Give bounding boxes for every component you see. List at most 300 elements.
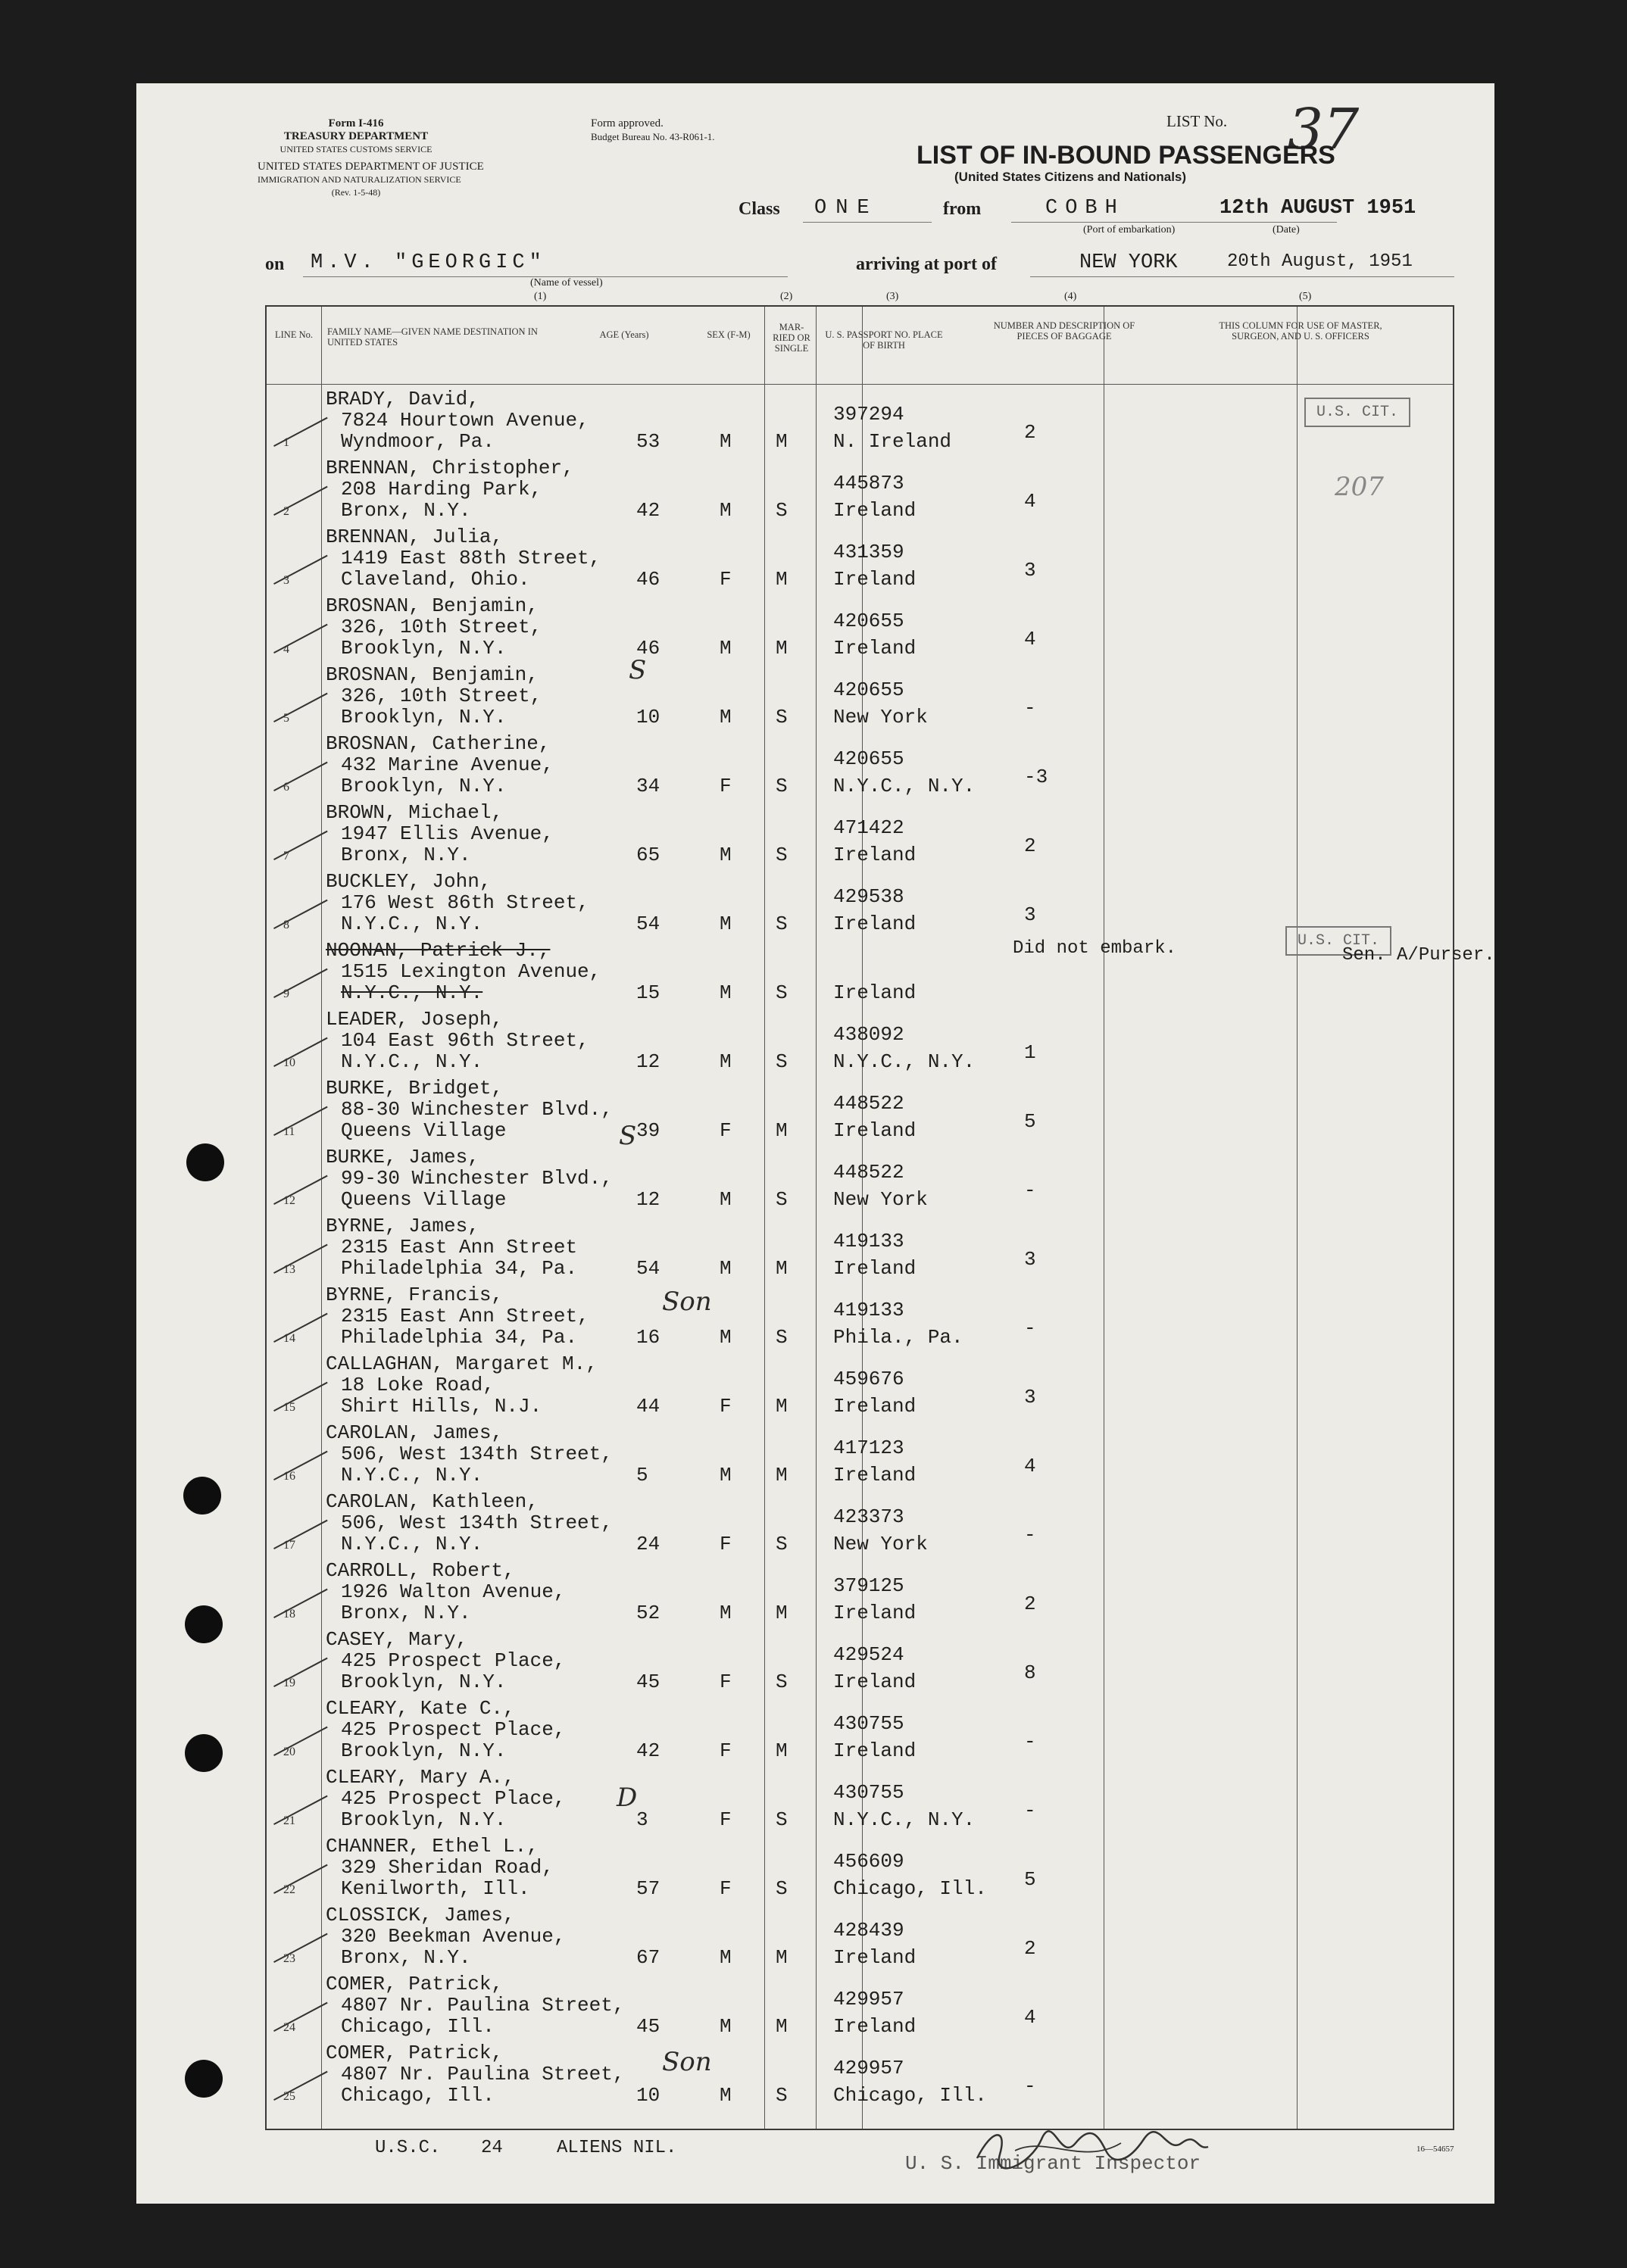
table-row [267,731,1456,799]
table-row [267,1213,1456,1281]
place-of-birth: Ireland [833,499,917,522]
passenger-age: 54 [636,913,660,935]
address-city: Bronx, N.Y. [341,1602,471,1624]
address-street: 18 Loke Road, [341,1374,495,1396]
place-of-birth: N.Y.C., N.Y. [833,1808,976,1831]
place-of-birth: Ireland [833,1946,917,1969]
passenger-age: 44 [636,1395,660,1418]
passport-number: 429538 [833,885,904,908]
passport-number: 419133 [833,1299,904,1321]
hand-note-s: S [629,655,647,685]
line-number: 18 [283,1608,295,1621]
table-row [267,1351,1456,1419]
check-mark [273,555,328,585]
check-mark [273,417,328,447]
table-row [267,1420,1456,1488]
passenger-name: CLEARY, Mary A., [326,1766,515,1789]
passenger-sex: M [720,499,732,522]
marital-status: S [776,706,788,728]
marital-status: S [776,1188,788,1211]
passenger-age: 52 [636,1602,660,1624]
marital-status: S [776,2084,788,2107]
form-approved: Form approved. [591,117,664,129]
passport-number: 420655 [833,679,904,701]
address-city: Kenilworth, Ill. [341,1877,530,1900]
passenger-age: 34 [636,775,660,797]
check-mark [273,1106,328,1136]
line-number: 14 [283,1332,295,1345]
line-number: 22 [283,1883,295,1896]
baggage-count: 5 [1024,1110,1036,1133]
baggage-count: - [1024,1179,1036,1202]
line-number: 25 [283,2090,295,2103]
place-of-birth: Ireland [833,1739,917,1762]
footer-form-code: 16—54657 [1416,2145,1454,2154]
address-street: 4807 Nr. Paulina Street, [341,2063,625,2085]
baggage-count: 2 [1024,1593,1036,1615]
passenger-age: 5 [636,1464,648,1487]
table-row [267,1902,1456,1970]
place-of-birth: Ireland [833,1671,917,1693]
place-of-birth: Chicago, Ill. [833,2084,987,2107]
check-mark [273,624,328,654]
marital-status: M [776,1946,788,1969]
table-row [267,2040,1456,2108]
passenger-sex: F [720,775,732,797]
baggage-count: 2 [1024,421,1036,444]
class-value: ONE [814,197,879,220]
marital-status: M [776,1395,788,1418]
line-number: 13 [283,1263,295,1276]
passport-number: 379125 [833,1574,904,1597]
address-street: 425 Prospect Place, [341,1649,566,1672]
from-underline [1011,222,1337,223]
baggage-count: 3 [1024,903,1036,926]
baggage-count: - [1024,1524,1036,1546]
passenger-sex: F [720,568,732,591]
line-number: 16 [283,1470,295,1483]
manifest-subtitle: (United States Citizens and Nationals) [954,170,1187,184]
table-row [267,1558,1456,1626]
footer-usc: U.S.C. [375,2138,441,2158]
passenger-age: 42 [636,1739,660,1762]
passenger-age: 42 [636,499,660,522]
check-mark [273,1933,328,1963]
passenger-sex: M [720,637,732,660]
passenger-sex: M [720,913,732,935]
address-street: 1947 Ellis Avenue, [341,822,554,845]
marital-status: S [776,844,788,866]
line-number: 7 [283,850,289,863]
table-row [267,386,1456,454]
check-mark [273,1244,328,1274]
passenger-name: CAROLAN, James, [326,1421,504,1444]
address-city: Brooklyn, N.Y. [341,1808,507,1831]
address-street: 1419 East 88th Street, [341,547,601,569]
passenger-age: 10 [636,2084,660,2107]
place-of-birth: New York [833,706,928,728]
passport-number: 423373 [833,1505,904,1528]
baggage-count: 1 [1024,1041,1036,1064]
colnum-2: (2) [780,291,793,302]
col-baggage: NUMBER AND DESCRIPTION OF PIECES OF BAGGAGE [993,320,1135,342]
marital-status: S [776,1533,788,1555]
marital-status: M [776,1257,788,1280]
place-of-birth: Chicago, Ill. [833,1877,987,1900]
marital-status: S [776,1808,788,1831]
passenger-sex: M [720,1326,732,1349]
passenger-sex: F [720,1395,732,1418]
hand-note-son: Son [662,2047,712,2077]
address-city: Chicago, Ill. [341,2015,495,2038]
passenger-sex: M [720,1188,732,1211]
passport-number: 429957 [833,2057,904,2079]
budget-bureau: Budget Bureau No. 43-R061-1. [591,131,715,142]
address-street: 506, West 134th Street, [341,1443,613,1465]
colnum-5: (5) [1299,291,1312,302]
address-street: 2315 East Ann Street, [341,1305,589,1327]
passport-number: 429524 [833,1643,904,1666]
row9-purser-note: Sen. A/Purser. [1342,945,1495,966]
address-street: 506, West 134th Street, [341,1511,613,1534]
marital-status: M [776,568,788,591]
passport-number: 438092 [833,1023,904,1046]
col-line-no: LINE No. [275,329,313,340]
passenger-name: BRENNAN, Julia, [326,526,504,548]
form-header-justice [258,161,484,199]
baggage-count: 4 [1024,1455,1036,1477]
passenger-sex: M [720,1946,732,1969]
baggage-count: - [1024,1799,1036,1822]
col-name: FAMILY NAME—GIVEN NAME DESTINATION IN UNITED STATES [327,326,538,348]
address-street: 425 Prospect Place, [341,1787,566,1810]
place-of-birth: Ireland [833,1602,917,1624]
passport-number: 471422 [833,816,904,839]
address-city: Philadelphia 34, Pa. [341,1326,578,1349]
address-city: N.Y.C., N.Y. [341,981,483,1004]
us-citizen-stamp: U.S. CIT. [1285,926,1391,956]
table-row [267,800,1456,868]
passport-number: 430755 [833,1712,904,1735]
baggage-count: - [1024,1730,1036,1753]
passenger-sex: M [720,2084,732,2107]
passenger-sex: M [720,844,732,866]
line-number: 10 [283,1056,295,1069]
place-of-birth: N.Y.C., N.Y. [833,1050,976,1073]
vessel-caption: (Name of vessel) [530,277,603,289]
passenger-name: BUCKLEY, John, [326,870,492,893]
passport-number: 430755 [833,1781,904,1804]
marital-status: M [776,1464,788,1487]
passenger-sex: M [720,1464,732,1487]
line-number: 12 [283,1194,295,1207]
customs-service: UNITED STATES CUSTOMS SERVICE [279,144,433,154]
port-embarkation: COBH [1045,197,1125,220]
address-street: 1926 Walton Avenue, [341,1580,566,1603]
passenger-name: CLOSSICK, James, [326,1904,515,1926]
table-row [267,937,1456,1006]
colnum-1: (1) [534,291,547,302]
line-number: 17 [283,1539,295,1552]
line-number: 6 [283,781,289,794]
line-number: 9 [283,987,289,1000]
address-city: Brooklyn, N.Y. [341,775,507,797]
address-city: Bronx, N.Y. [341,499,471,522]
marital-status: S [776,1877,788,1900]
form-number: Form I-416 [328,117,384,129]
passenger-age: 54 [636,1257,660,1280]
colnum-4: (4) [1064,291,1077,302]
baggage-count: 4 [1024,490,1036,513]
officer-note-207: 207 [1335,472,1384,502]
check-mark [273,900,328,929]
place-of-birth: Ireland [833,1257,917,1280]
passport-number: 431359 [833,541,904,563]
passenger-name: BRADY, David, [326,388,479,410]
address-city: Queens Village [341,1119,507,1142]
col-married: MAR-RIED OR SINGLE [773,322,810,354]
passenger-age: 16 [636,1326,660,1349]
col-age: AGE (Years) [599,329,649,340]
baggage-count: 3 [1024,559,1036,582]
colnum-3: (3) [886,291,899,302]
arrival-underline [1030,276,1454,277]
marital-status: S [776,1326,788,1349]
passport-number: 459676 [833,1368,904,1390]
col-passport: U. S. PASSPORT NO. PLACE OF BIRTH [825,329,943,351]
passenger-age: 15 [636,981,660,1004]
hand-note-son: Son [662,1287,712,1317]
line-number: 8 [283,919,289,931]
place-of-birth: New York [833,1188,928,1211]
form-header-left [258,117,454,156]
address-street: 7824 Hourtown Avenue, [341,409,589,432]
marital-status: M [776,2015,788,2038]
place-of-birth: N.Y.C., N.Y. [833,775,976,797]
table-row [267,593,1456,661]
passport-number: 428439 [833,1919,904,1942]
revision: (Rev. 1-5-48) [331,187,381,198]
place-of-birth: Ireland [833,2015,917,2038]
passenger-age: 10 [636,706,660,728]
arrival-date: 20th August, 1951 [1227,251,1413,272]
passenger-sex: M [720,1050,732,1073]
passenger-name: BURKE, James, [326,1146,479,1168]
address-street: 1515 Lexington Avenue, [341,960,601,983]
address-street: 326, 10th Street, [341,685,542,707]
binder-hole [185,1605,223,1643]
marital-status: S [776,775,788,797]
ins-service: IMMIGRATION AND NATURALIZATION SERVICE [258,174,461,185]
check-mark [273,1382,328,1412]
address-street: 326, 10th Street, [341,616,542,638]
passenger-name: BURKE, Bridget, [326,1077,504,1100]
check-mark [273,2002,328,2032]
baggage-count: - [1024,2075,1036,2098]
line-number: 23 [283,1952,295,1965]
binder-hole [183,1477,221,1515]
passenger-manifest-page [136,83,1494,2204]
baggage-count: -3 [1024,766,1048,788]
passenger-sex: F [720,1533,732,1555]
address-street: 432 Marine Avenue, [341,753,554,776]
passenger-sex: M [720,2015,732,2038]
baggage-count: 5 [1024,1868,1036,1891]
passport-number: 420655 [833,610,904,632]
check-mark [273,969,328,998]
check-mark [273,1313,328,1343]
binder-hole [186,1143,224,1181]
place-of-birth: Ireland [833,1395,917,1418]
justice-dept: UNITED STATES DEPARTMENT OF JUSTICE [258,161,484,173]
passenger-name: BYRNE, Francis, [326,1284,504,1306]
address-city: Bronx, N.Y. [341,1946,471,1969]
line-number: 2 [283,505,289,518]
passenger-name: BROWN, Michael, [326,801,504,824]
passenger-sex: F [720,1877,732,1900]
passenger-name: CHANNER, Ethel L., [326,1835,539,1858]
baggage-count: 8 [1024,1661,1036,1684]
passenger-sex: F [720,1119,732,1142]
table-row [267,869,1456,937]
passenger-name: BROSNAN, Catherine, [326,732,551,755]
address-street: 176 West 86th Street, [341,891,589,914]
footer-aliens: ALIENS NIL. [557,2138,677,2158]
passenger-name: BYRNE, James, [326,1215,479,1237]
check-mark [273,1520,328,1549]
col-sex: SEX (F-M) [707,329,751,340]
address-city: Brooklyn, N.Y. [341,1671,507,1693]
passenger-table [265,305,1495,2130]
check-mark [273,1451,328,1480]
passenger-age: 46 [636,568,660,591]
passenger-name: CARROLL, Robert, [326,1559,515,1582]
passenger-age: 67 [636,1946,660,1969]
address-city: Brooklyn, N.Y. [341,706,507,728]
check-mark [273,1175,328,1205]
marital-status: M [776,430,788,453]
passenger-age: 46 [636,637,660,660]
address-city: Queens Village [341,1188,507,1211]
baggage-count: Did not embark. [1013,938,1177,959]
passenger-name: NOONAN, Patrick J., [326,939,551,962]
table-row [267,1971,1456,2039]
passenger-sex: M [720,1257,732,1280]
marital-status: M [776,1739,788,1762]
hand-note-d: D [617,1783,638,1813]
passenger-name: BROSNAN, Benjamin, [326,663,539,686]
line-number: 21 [283,1814,295,1827]
marital-status: M [776,1602,788,1624]
check-mark [273,762,328,791]
baggage-count: - [1024,1317,1036,1340]
marital-status: S [776,1671,788,1693]
address-city: Wyndmoor, Pa. [341,430,495,453]
check-mark [273,486,328,516]
line-number: 5 [283,712,289,725]
place-of-birth: Ireland [833,637,917,660]
line-number: 4 [283,643,289,656]
passenger-sex: F [720,1739,732,1762]
passport-number: 420655 [833,747,904,770]
check-mark [273,831,328,860]
marital-status: M [776,637,788,660]
table-row [267,1282,1456,1350]
check-mark [273,693,328,722]
check-mark [273,1795,328,1825]
table-row [267,1627,1456,1695]
inspector-signature [970,2120,1212,2173]
baggage-count: 2 [1024,835,1036,857]
passport-number: 448522 [833,1161,904,1184]
date-caption: (Date) [1273,224,1300,236]
place-of-birth: New York [833,1533,928,1555]
baggage-count: 2 [1024,1937,1036,1960]
passenger-age: 57 [636,1877,660,1900]
list-no-value: 37 [1288,97,1360,162]
address-street: 4807 Nr. Paulina Street, [341,1994,625,2017]
passenger-age: 3 [636,1808,648,1831]
passenger-name: BROSNAN, Benjamin, [326,594,539,617]
passenger-sex: M [720,706,732,728]
passport-number: 456609 [833,1850,904,1873]
place-of-birth: Phila., Pa. [833,1326,963,1349]
passenger-age: 12 [636,1050,660,1073]
passenger-name: CLEARY, Kate C., [326,1697,515,1720]
address-city: Brooklyn, N.Y. [341,637,507,660]
marital-status: M [776,1119,788,1142]
table-row [267,455,1456,523]
binder-hole [185,1734,223,1772]
address-street: 99-30 Winchester Blvd., [341,1167,613,1190]
table-row [267,1833,1456,1901]
passenger-age: 12 [636,1188,660,1211]
check-mark [273,1037,328,1067]
address-city: Bronx, N.Y. [341,844,471,866]
address-street: 104 East 96th Street, [341,1029,589,1052]
manifest-title: LIST OF IN-BOUND PASSENGERS [917,141,1335,170]
baggage-count: 4 [1024,628,1036,650]
line-number: 19 [283,1677,295,1689]
passport-number: 417123 [833,1437,904,1459]
address-street: 88-30 Winchester Blvd., [341,1098,613,1121]
place-of-birth: Ireland [833,844,917,866]
address-city: N.Y.C., N.Y. [341,1464,483,1487]
check-mark [273,2071,328,2101]
table-row [267,1144,1456,1212]
passenger-name: LEADER, Joseph, [326,1008,504,1031]
passenger-age: 53 [636,430,660,453]
address-street: 2315 East Ann Street [341,1236,578,1259]
passport-number: 429957 [833,1988,904,2011]
footer-inspector: U. S. Immigrant Inspector [905,2152,1201,2175]
passenger-name: BRENNAN, Christopher, [326,457,574,479]
baggage-count: 3 [1024,1248,1036,1271]
on-label: on [265,254,285,274]
from-label: from [943,199,982,219]
address-street: 320 Beekman Avenue, [341,1925,566,1948]
passenger-sex: M [720,1602,732,1624]
baggage-count: 4 [1024,2006,1036,2029]
treasury-dept: TREASURY DEPARTMENT [283,130,429,142]
table-row [267,1489,1456,1557]
hand-note-s: S [619,1121,637,1151]
marital-status: S [776,913,788,935]
address-city: Brooklyn, N.Y. [341,1739,507,1762]
line-number: 24 [283,2021,295,2034]
baggage-count: - [1024,697,1036,719]
check-mark [273,1589,328,1618]
